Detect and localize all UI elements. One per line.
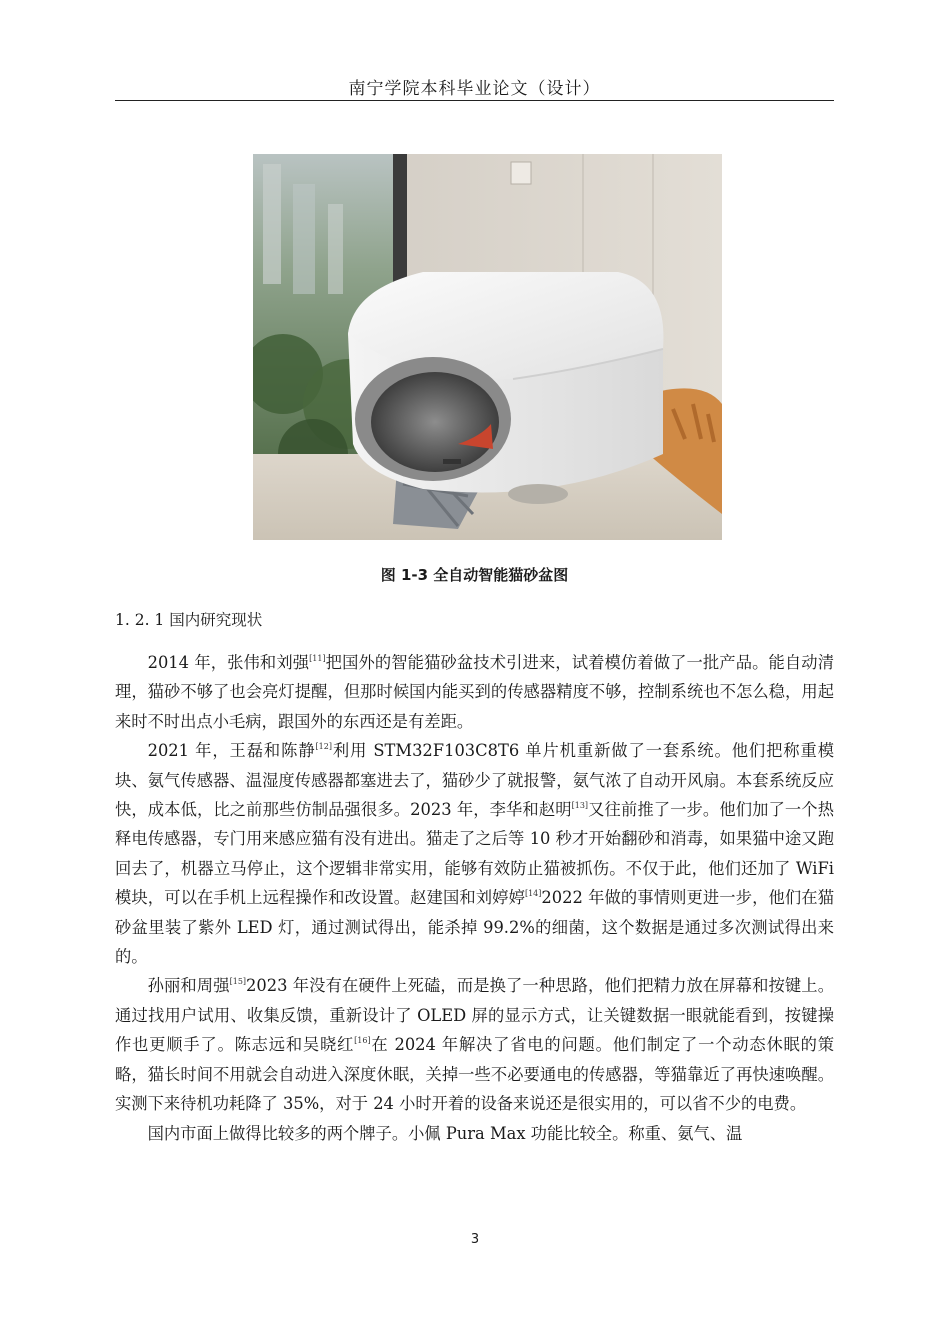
litter-box-photo	[253, 154, 722, 540]
text-run: 又往前推了一步。他们加了一个热释电传感器，专门用来感应猫有没有进出。猫走了之后等 10 秒才开始翻砂和消毒，如果猫中途又跑回去了，机器立马停止，这个逻辑非常实用，能够有效防止猫被抓伤。不仅于此，他们还加了 WiFi 模块，可以在手机上远程操作和改设置。赵建国和刘婷婷	[115, 800, 834, 908]
text-run: 2022 年做的事情则更进一步，他们在猫砂盆里装了紫外 LED 灯，通过测试得出，能杀掉 99.2%的细菌，这个数据是通过多次测试得出来的。	[115, 888, 834, 967]
citation-marker: [15]	[229, 977, 247, 987]
page-number: 3	[470, 1232, 480, 1247]
header-rule	[115, 100, 834, 101]
running-header: 南宁学院本科毕业论文（设计）	[348, 79, 601, 99]
citation-marker: [12]	[315, 742, 332, 752]
citation-marker: [16]	[354, 1036, 371, 1046]
citation-marker: [11]	[309, 654, 326, 663]
paragraph	[115, 1119, 834, 1148]
citation-marker: [13]	[571, 801, 589, 811]
paragraph	[115, 648, 834, 736]
text-run: 在 2024 年解决了省电的问题。他们制定了一个动态休眠的策略，猫长时间不用就会自动进入深度休眠，关掉一些不必要通电的传感器，等猫靠近了再快速唤醒。实测下来待机功耗降了 35%，对于 24 小时开着的设备来说还是很实用的，可以省不少的电费。	[115, 1035, 834, 1114]
text-run: 2014 年，张伟和刘强	[147, 653, 310, 672]
text-run: 2023 年没有在硬件上死磕，而是换了一种思路，他们把精力放在屏幕和按键上。通过找用户试用、收集反馈，重新设计了 OLED 屏的显示方式，让关键数据一眼就能看到，按键操作也更顺手了。陈志远和吴晓红	[115, 976, 834, 1055]
section-heading: 1. 2. 1 国内研究现状	[115, 611, 263, 629]
body-text	[115, 648, 834, 1148]
text-run: 2021 年，王磊和陈静	[147, 741, 316, 761]
text-run: 利用 STM32F103C8T6 单片机重新做了一套系统。他们把称重模块、氨气传感器、温湿度传感器都塞进去了，猫砂少了就报警，氨气浓了自动开风扇。本套系统反应快，成本低，比之前那些仿制品强很多。2023 年，李华和赵明	[115, 741, 834, 820]
figure-caption: 图 1-3 全自动智能猫砂盆图	[380, 566, 569, 584]
citation-marker: [14]	[524, 889, 542, 899]
paragraph	[115, 971, 834, 1118]
text-run: 把国外的智能猫砂盆技术引进来，试着模仿着做了一批产品。能自动清理，猫砂不够了也会亮灯提醒，但那时候国内能买到的传感器精度不够，控制系统也不怎么稳，用起来时不时出点小毛病，跟国外的东西还是有差距。	[115, 653, 834, 731]
text-run: 孙丽和周强	[147, 976, 230, 996]
paragraph	[115, 736, 834, 971]
text-run: 国内市面上做得比较多的两个牌子。小佩 Pura Max 功能比较全。称重、氨气、温	[147, 1123, 743, 1143]
